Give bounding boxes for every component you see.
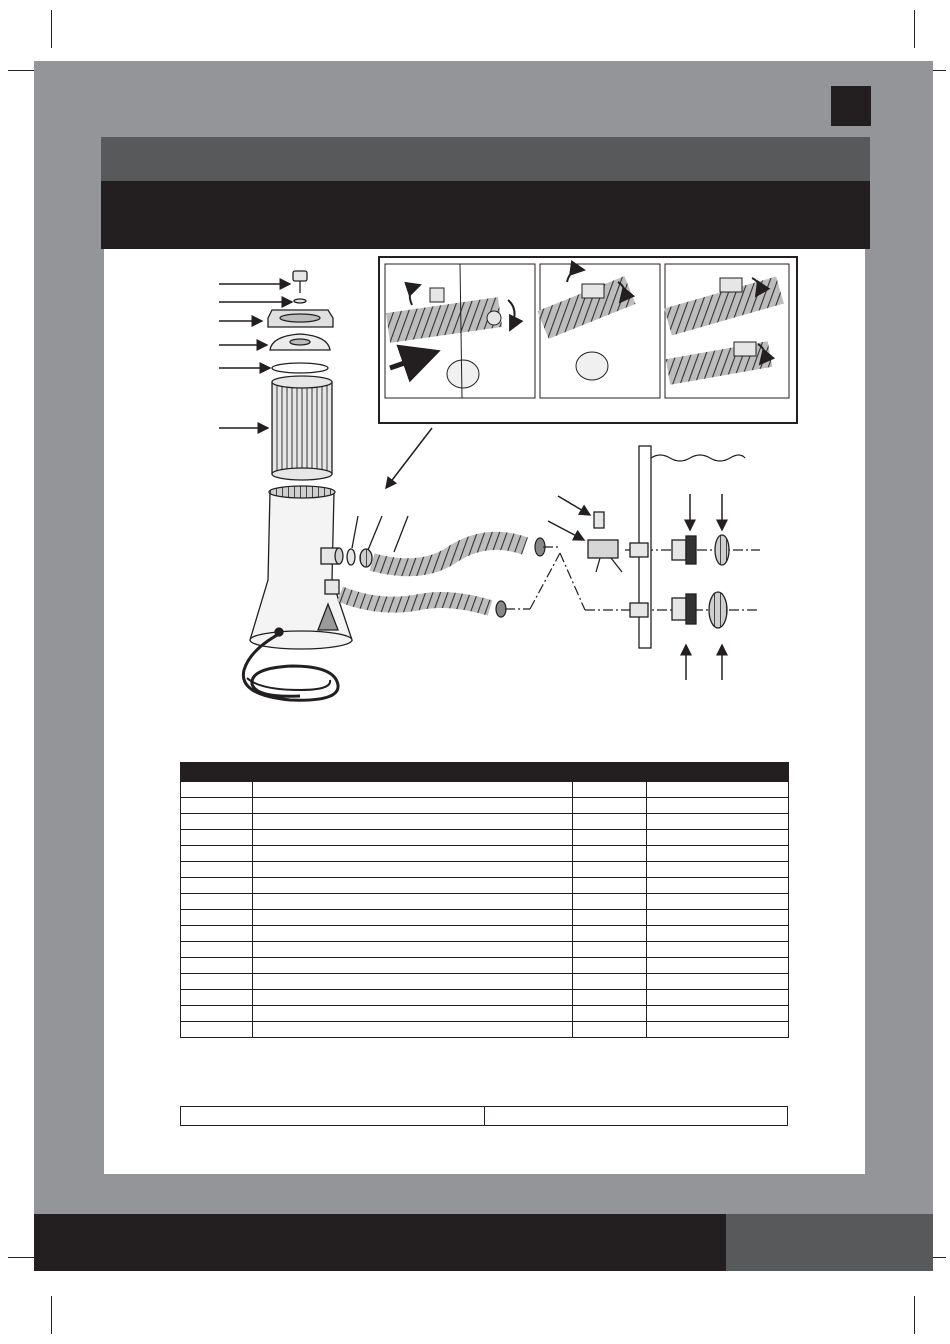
table-row	[181, 894, 789, 910]
table-cell	[181, 814, 253, 830]
table-cell	[647, 894, 789, 910]
table-cell	[253, 830, 573, 846]
table-cell	[647, 910, 789, 926]
table-cell	[181, 830, 253, 846]
column-header	[253, 763, 573, 782]
table-cell	[181, 926, 253, 942]
table-cell	[253, 974, 573, 990]
table-cell	[253, 1022, 573, 1038]
table-cell	[573, 878, 647, 894]
table-row	[181, 846, 789, 862]
footer-bar	[34, 1214, 726, 1271]
table-cell	[647, 878, 789, 894]
total-left-cell	[181, 1107, 485, 1126]
table-cell	[647, 958, 789, 974]
table-cell	[181, 1022, 253, 1038]
table-cell	[573, 990, 647, 1006]
table-row	[181, 814, 789, 830]
table-cell	[181, 878, 253, 894]
table-cell	[181, 990, 253, 1006]
footer-tab	[726, 1214, 933, 1271]
table-cell	[573, 862, 647, 878]
hose-clamp-illustration	[379, 257, 797, 423]
table-cell	[573, 846, 647, 862]
column-header	[181, 763, 253, 782]
table-cell	[253, 1006, 573, 1022]
table-row	[181, 878, 789, 894]
table-row	[181, 782, 789, 798]
table-cell	[573, 830, 647, 846]
strainer-grid-icon	[672, 535, 729, 628]
table-cell	[573, 942, 647, 958]
table-cell	[647, 990, 789, 1006]
table-cell	[573, 894, 647, 910]
table-cell	[573, 974, 647, 990]
table-cell	[573, 782, 647, 798]
parts-table	[180, 762, 789, 1038]
table-cell	[253, 910, 573, 926]
column-header	[647, 763, 789, 782]
table-cell	[181, 894, 253, 910]
table-cell	[647, 926, 789, 942]
table-cell	[253, 878, 573, 894]
table-cell	[181, 958, 253, 974]
total-right-cell	[484, 1107, 788, 1126]
table-cell	[573, 798, 647, 814]
table-row	[181, 1006, 789, 1022]
water-surface-icon	[651, 455, 745, 461]
table-cell	[253, 862, 573, 878]
table-cell	[573, 958, 647, 974]
table-row	[181, 974, 789, 990]
table-cell	[573, 1006, 647, 1022]
table-cell	[181, 910, 253, 926]
table-cell	[647, 862, 789, 878]
table-cell	[181, 782, 253, 798]
table-cell	[647, 798, 789, 814]
table-cell	[253, 894, 573, 910]
table-row	[181, 1022, 789, 1038]
table-cell	[647, 846, 789, 862]
table-row	[181, 910, 789, 926]
table-cell	[647, 830, 789, 846]
parts-table-header	[181, 763, 789, 782]
table-cell	[253, 782, 573, 798]
table-cell	[573, 926, 647, 942]
table-cell	[181, 942, 253, 958]
table-cell	[647, 974, 789, 990]
table-row	[181, 798, 789, 814]
table-cell	[181, 862, 253, 878]
upper-hose	[372, 541, 525, 567]
table-row	[181, 862, 789, 878]
table-row	[181, 926, 789, 942]
table-row	[181, 958, 789, 974]
table-row	[181, 830, 789, 846]
table-cell	[573, 814, 647, 830]
table-cell	[181, 846, 253, 862]
table-cell	[573, 910, 647, 926]
column-header	[573, 763, 647, 782]
parts-total-row	[180, 1106, 788, 1126]
table-cell	[253, 990, 573, 1006]
table-row	[181, 942, 789, 958]
table-row	[181, 990, 789, 1006]
table-cell	[253, 942, 573, 958]
table-cell	[253, 958, 573, 974]
table-cell	[573, 1022, 647, 1038]
table-cell	[253, 814, 573, 830]
table-cell	[181, 974, 253, 990]
plunger-valve	[588, 512, 622, 572]
table-cell	[647, 814, 789, 830]
lower-hose	[340, 594, 490, 608]
pool-wall-icon	[630, 446, 651, 648]
table-cell	[181, 798, 253, 814]
table-cell	[253, 798, 573, 814]
table-cell	[253, 846, 573, 862]
table-cell	[647, 942, 789, 958]
table-cell	[181, 1006, 253, 1022]
table-cell	[647, 782, 789, 798]
table-cell	[647, 1006, 789, 1022]
table-cell	[253, 926, 573, 942]
table-cell	[647, 1022, 789, 1038]
